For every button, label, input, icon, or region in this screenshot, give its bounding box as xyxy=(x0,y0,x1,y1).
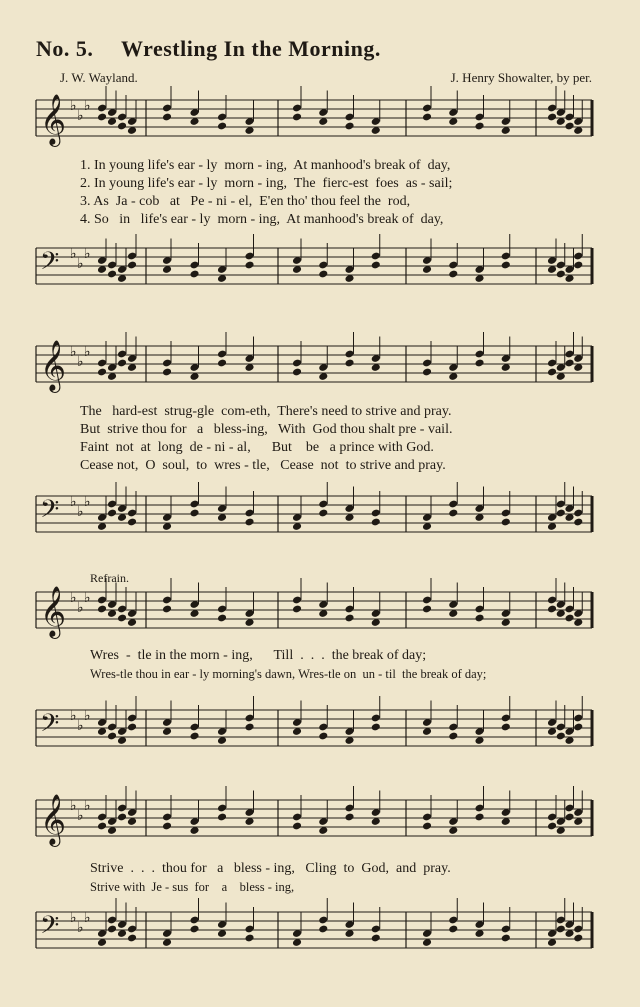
bass-clef-icon: 𝄢 xyxy=(40,911,60,946)
flat-icon: ♭ xyxy=(77,505,84,520)
flat-icon: ♭ xyxy=(77,601,84,616)
note-head xyxy=(162,605,172,614)
note-head xyxy=(556,509,566,518)
note-head xyxy=(162,368,172,377)
note-head xyxy=(371,261,381,270)
flat-icon: ♭ xyxy=(84,591,91,606)
verse-line: 2. In young life's ear - ly morn - ing, The fierc-est foes as - sail; xyxy=(80,176,453,191)
note-head xyxy=(344,813,354,822)
note-head xyxy=(244,518,254,527)
flat-icon: ♭ xyxy=(84,247,91,262)
note-head xyxy=(474,813,484,822)
note-head xyxy=(107,270,117,279)
note-head xyxy=(448,509,458,518)
hymn-number: No. 5. xyxy=(36,36,94,61)
note-head xyxy=(501,934,511,943)
note-head xyxy=(97,113,107,122)
bass-staff-2 xyxy=(36,496,592,532)
bass-staff-4 xyxy=(36,912,592,948)
flat-icon: ♭ xyxy=(70,799,77,814)
note-head xyxy=(474,122,484,131)
verse-line: But strive thou for a bless-ing, With God thou shalt pre - vail. xyxy=(80,422,453,437)
note-head xyxy=(422,368,432,377)
flat-icon: ♭ xyxy=(84,709,91,724)
note-head xyxy=(318,270,328,279)
note-head xyxy=(127,261,137,270)
treble-clef-icon: 𝄞 xyxy=(40,586,67,637)
note-head xyxy=(564,122,574,131)
note-head xyxy=(501,518,511,527)
note-head xyxy=(292,113,302,122)
bass-clef-icon: 𝄢 xyxy=(40,495,60,530)
note-head xyxy=(127,934,137,943)
verse-line: 4. So in life's ear - ly morn - ing, At manhood's break of day, xyxy=(80,212,444,227)
note-head xyxy=(107,925,117,934)
refrain-line: Strive . . . thou for a bless - ing, Cling to God, and pray. xyxy=(90,861,451,876)
note-head xyxy=(547,368,557,377)
note-head xyxy=(556,925,566,934)
note-head xyxy=(371,934,381,943)
note-head xyxy=(448,925,458,934)
refrain-line-alt: Wres-tle thou in ear - ly morning's dawn, Wres-tle on un - til the break of day; xyxy=(90,667,487,681)
note-head xyxy=(189,925,199,934)
flat-icon: ♭ xyxy=(70,99,77,114)
note-head xyxy=(217,359,227,368)
note-head xyxy=(117,614,127,623)
note-head xyxy=(573,518,583,527)
note-head xyxy=(318,925,328,934)
note-head xyxy=(244,934,254,943)
note-head xyxy=(501,261,511,270)
note-head xyxy=(127,518,137,527)
note-head xyxy=(318,509,328,518)
composer-credit: J. Henry Showalter, by per. xyxy=(450,70,592,85)
flat-icon: ♭ xyxy=(84,911,91,926)
note-head xyxy=(244,723,254,732)
note-head xyxy=(556,270,566,279)
hymn-title: Wrestling In the Morning. xyxy=(121,36,381,61)
flat-icon: ♭ xyxy=(84,345,91,360)
verse-line: Cease not, O soul, to wres - tle, Cease not to strive and pray. xyxy=(80,458,446,473)
bass-staff-1 xyxy=(36,248,592,284)
treble-staff-2 xyxy=(36,340,592,391)
lyricist-credit: J. W. Wayland. xyxy=(60,70,138,85)
note-head xyxy=(344,614,354,623)
note-head xyxy=(217,122,227,131)
note-head xyxy=(422,113,432,122)
note-head xyxy=(127,723,137,732)
note-head xyxy=(573,934,583,943)
note-head xyxy=(564,359,574,368)
note-head xyxy=(162,822,172,831)
note-head xyxy=(189,509,199,518)
flat-icon: ♭ xyxy=(70,911,77,926)
note-head xyxy=(117,359,127,368)
flat-icon: ♭ xyxy=(77,719,84,734)
flat-icon: ♭ xyxy=(77,257,84,272)
bass-clef-icon: 𝄢 xyxy=(40,247,60,282)
bass-staff-3 xyxy=(36,710,592,746)
flat-icon: ♭ xyxy=(77,921,84,936)
note-head xyxy=(107,509,117,518)
note-head xyxy=(97,368,107,377)
note-head xyxy=(97,822,107,831)
note-head xyxy=(292,368,302,377)
treble-clef-icon: 𝄞 xyxy=(40,794,67,845)
flat-icon: ♭ xyxy=(70,495,77,510)
flat-icon: ♭ xyxy=(70,591,77,606)
note-head xyxy=(292,822,302,831)
treble-staff-4 xyxy=(36,794,592,845)
note-head xyxy=(107,732,117,741)
note-head xyxy=(97,605,107,614)
verse-line: Faint not at long de - ni - al, But be a prince with God. xyxy=(80,440,434,455)
note-head xyxy=(564,614,574,623)
note-head xyxy=(448,270,458,279)
note-head xyxy=(189,270,199,279)
note-head xyxy=(556,732,566,741)
flat-icon: ♭ xyxy=(70,709,77,724)
bass-clef-icon: 𝄢 xyxy=(40,709,60,744)
note-head xyxy=(244,261,254,270)
note-head xyxy=(564,813,574,822)
verse-line: 1. In young life's ear - ly morn - ing, At manhood's break of day, xyxy=(80,158,451,173)
note-head xyxy=(344,122,354,131)
flat-icon: ♭ xyxy=(84,99,91,114)
note-head xyxy=(371,723,381,732)
note-head xyxy=(371,518,381,527)
verse-line: The hard-est strug-gle com-eth, There's need to strive and pray. xyxy=(80,404,452,419)
note-head xyxy=(189,732,199,741)
treble-clef-icon: 𝄞 xyxy=(40,340,67,391)
note-head xyxy=(422,605,432,614)
note-head xyxy=(501,723,511,732)
note-head xyxy=(344,359,354,368)
note-head xyxy=(573,261,583,270)
flat-icon: ♭ xyxy=(77,109,84,124)
note-head xyxy=(117,813,127,822)
flat-icon: ♭ xyxy=(84,495,91,510)
treble-staff-3 xyxy=(36,586,592,637)
note-head xyxy=(474,359,484,368)
note-head xyxy=(474,614,484,623)
flat-icon: ♭ xyxy=(70,345,77,360)
note-head xyxy=(448,732,458,741)
note-head xyxy=(547,605,557,614)
treble-staff-1 xyxy=(36,94,592,145)
note-head xyxy=(547,822,557,831)
note-head xyxy=(422,822,432,831)
note-head xyxy=(547,113,557,122)
note-head xyxy=(217,614,227,623)
note-head xyxy=(162,113,172,122)
note-head xyxy=(217,813,227,822)
note-head xyxy=(318,732,328,741)
flat-icon: ♭ xyxy=(70,247,77,262)
flat-icon: ♭ xyxy=(84,799,91,814)
refrain-line-alt: Strive with Je - sus for a bless - ing, xyxy=(90,880,295,894)
refrain-line: Wres - tle in the morn - ing, Till . . . the break of day; xyxy=(90,648,427,663)
note-head xyxy=(292,605,302,614)
treble-clef-icon: 𝄞 xyxy=(40,94,67,145)
flat-icon: ♭ xyxy=(77,809,84,824)
refrain-label: Refrain. xyxy=(90,571,129,585)
note-head xyxy=(117,122,127,131)
hymn-heading xyxy=(36,36,381,62)
flat-icon: ♭ xyxy=(77,355,84,370)
note-head xyxy=(573,723,583,732)
verse-line: 3. As Ja - cob at Pe - ni - el, E'en tho' thou feel the rod, xyxy=(80,194,411,209)
